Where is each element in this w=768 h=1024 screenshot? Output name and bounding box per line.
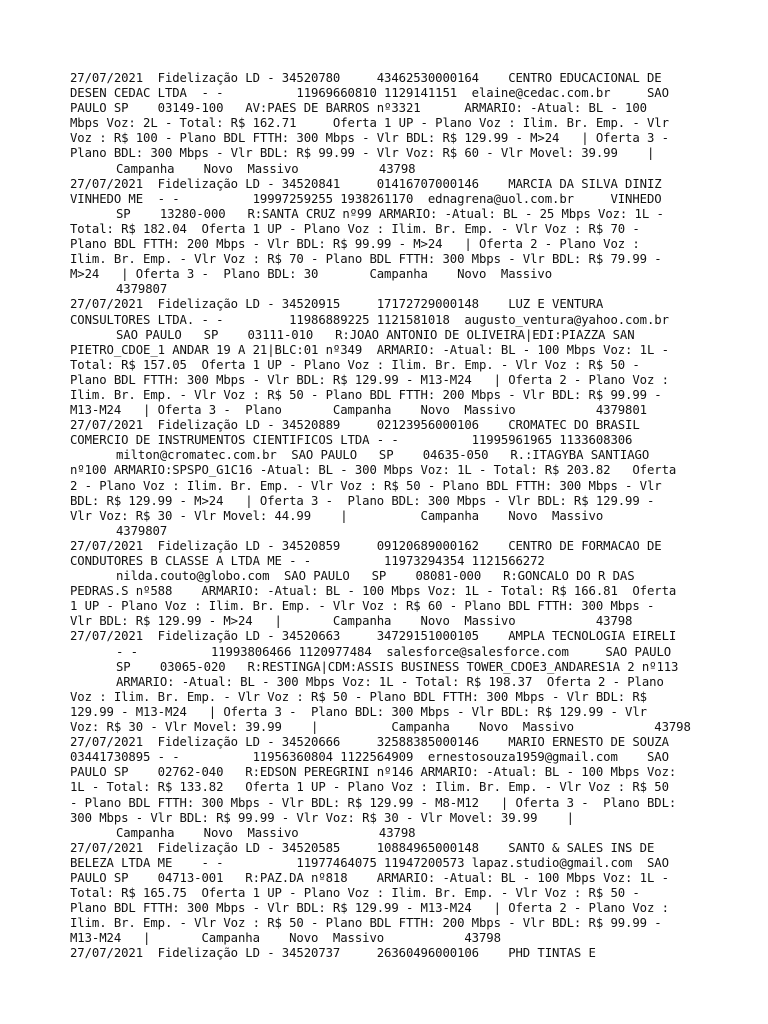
text-line: SP 03065-020 R:RESTINGA|CDM:ASSIS BUSINESS TOWER_CDOE3_ANDARES1A 2 nº113 bbox=[116, 659, 679, 674]
text-line: M>24 | Oferta 3 - Plano BDL: 30 Campanha Novo Massivo bbox=[70, 267, 553, 282]
text-line: CONSULTORES LTDA. - - 11986889225 1121581018 augusto_ventura@yahoo.com.br bbox=[70, 312, 669, 327]
text-line: 27/07/2021 Fidelização LD - 34520841 01416707000146 MARCIA DA SILVA DINIZ bbox=[70, 176, 662, 191]
text-line: nº100 ARMARIO:SPSPO_G1C16 -Atual: BL - 300 Mbps Voz: 1L - Total: R$ 203.82 Oferta bbox=[70, 463, 677, 478]
text-line: PAULO SP 02762-040 R:EDSON PEREGRINI nº146 ARMARIO: -Atual: BL - 100 Mbps Voz: bbox=[70, 765, 677, 780]
text-line: SAO PAULO SP 03111-010 R:JOAO ANTONIO DE OLIVEIRA|EDI:PIAZZA SAN bbox=[116, 327, 635, 342]
text-line: Voz: R$ 30 - Vlr Movel: 39.99 | Campanha Novo Massivo 43798 bbox=[70, 720, 691, 735]
text-line: M13-M24 | Campanha Novo Massivo 43798 bbox=[70, 931, 501, 946]
text-line: - - 11993806466 1120977484 salesforce@salesforce.com SAO PAULO bbox=[116, 644, 672, 659]
text-line: DESEN CEDAC LTDA - - 11969660810 1129141151 elaine@cedac.com.br SAO bbox=[70, 86, 669, 101]
text-line: Total: R$ 157.05 Oferta 1 UP - Plano Voz : Ilim. Br. Emp. - Vlr Voz : R$ 50 - bbox=[70, 357, 640, 372]
text-line: Vlr BDL: R$ 129.99 - M>24 | Campanha Novo Massivo 43798 bbox=[70, 614, 633, 629]
text-line: ARMARIO: -Atual: BL - 300 Mbps Voz: 1L - Total: R$ 198.37 Oferta 2 - Plano bbox=[116, 674, 664, 689]
text-line: PAULO SP 04713-001 R:PAZ.DA nº818 ARMARIO: -Atual: BL - 100 Mbps Voz: 1L - bbox=[70, 870, 669, 885]
text-line: 129.99 - M13-M24 | Oferta 3 - Plano BDL: 300 Mbps - Vlr BDL: R$ 129.99 - Vlr bbox=[70, 704, 647, 719]
text-line: Vlr Voz: R$ 30 - Vlr Movel: 44.99 | Campanha Novo Massivo bbox=[70, 508, 604, 523]
text-line: Mbps Voz: 2L - Total: R$ 162.71 Oferta 1 UP - Plano Voz : Ilim. Br. Emp. - Vlr bbox=[70, 116, 669, 131]
text-line: 27/07/2021 Fidelização LD - 34520663 34729151000105 AMPLA TECNOLOGIA EIRELI bbox=[70, 629, 677, 644]
text-line: nilda.couto@globo.com SAO PAULO SP 08081-000 R:GONCALO DO R DAS bbox=[116, 569, 635, 584]
text-line: Plano BDL FTTH: 300 Mbps - Vlr BDL: R$ 129.99 - M13-M24 | Oferta 2 - Plano Voz : bbox=[70, 901, 669, 916]
document-text bbox=[70, 71, 710, 962]
text-line: Ilim. Br. Emp. - Vlr Voz : R$ 70 - Plano BDL FTTH: 300 Mbps - Vlr BDL: R$ 79.99 - bbox=[70, 252, 662, 267]
text-line: 03441730895 - - 11956360804 1122564909 ernestosouza1959@gmail.com SAO bbox=[70, 750, 669, 765]
text-line: Campanha Novo Massivo 43798 bbox=[116, 825, 416, 840]
text-line: PIETRO_CDOE_1 ANDAR 19 A 21|BLC:01 nº349 ARMARIO: -Atual: BL - 100 Mbps Voz: 1L - bbox=[70, 342, 669, 357]
text-line: 27/07/2021 Fidelização LD - 34520915 17172729000148 LUZ E VENTURA bbox=[70, 297, 604, 312]
text-line: - Plano BDL FTTH: 300 Mbps - Vlr BDL: R$ 129.99 - M8-M12 | Oferta 3 - Plano BDL: bbox=[70, 795, 677, 810]
text-line: Voz : Ilim. Br. Emp. - Vlr Voz : R$ 50 - Plano BDL FTTH: 300 Mbps - Vlr BDL: R$ bbox=[70, 689, 647, 704]
text-line: BDL: R$ 129.99 - M>24 | Oferta 3 - Plano BDL: 300 Mbps - Vlr BDL: R$ 129.99 - bbox=[70, 493, 655, 508]
text-line: 27/07/2021 Fidelização LD - 34520585 10884965000148 SANTO & SALES INS DE bbox=[70, 840, 655, 855]
text-line: 27/07/2021 Fidelização LD - 34520859 09120689000162 CENTRO DE FORMACAO DE bbox=[70, 538, 662, 553]
text-line: Ilim. Br. Emp. - Vlr Voz : R$ 50 - Plano BDL FTTH: 200 Mbps - Vlr BDL: R$ 99.99 - bbox=[70, 916, 662, 931]
text-line: VINHEDO ME - - 19997259255 1938261170 ednagrena@uol.com.br VINHEDO bbox=[70, 191, 662, 206]
text-line: SP 13280-000 R:SANTA CRUZ nº99 ARMARIO: -Atual: BL - 25 Mbps Voz: 1L - bbox=[116, 206, 664, 221]
text-line: 27/07/2021 Fidelização LD - 34520889 02123956000106 CROMATEC DO BRASIL bbox=[70, 418, 640, 433]
text-line: BELEZA LTDA ME - - 11977464075 11947200573 lapaz.studio@gmail.com SAO bbox=[70, 855, 669, 870]
text-line: Ilim. Br. Emp. - Vlr Voz : R$ 50 - Plano BDL FTTH: 200 Mbps - Vlr BDL: R$ 99.99 - bbox=[70, 387, 662, 402]
text-line: Total: R$ 182.04 Oferta 1 UP - Plano Voz : Ilim. Br. Emp. - Vlr Voz : R$ 70 - bbox=[70, 221, 640, 236]
text-line: CONDUTORES B CLASSE A LTDA ME - - 11973294354 1121566272 bbox=[70, 554, 545, 568]
text-line: 1L - Total: R$ 133.82 Oferta 1 UP - Plano Voz : Ilim. Br. Emp. - Vlr Voz : R$ 50 bbox=[70, 780, 669, 795]
text-line: 2 - Plano Voz : Ilim. Br. Emp. - Vlr Voz : R$ 50 - Plano BDL FTTH: 300 Mbps - Vlr bbox=[70, 478, 662, 493]
text-line: 4379807 bbox=[116, 282, 168, 297]
text-line: PEDRAS.S nº588 ARMARIO: -Atual: BL - 100 Mbps Voz: 1L - Total: R$ 166.81 Oferta bbox=[70, 584, 677, 599]
text-line: 1 UP - Plano Voz : Ilim. Br. Emp. - Vlr Voz : R$ 60 - Plano BDL FTTH: 300 Mbps - bbox=[70, 599, 655, 614]
text-line: COMERCIO DE INSTRUMENTOS CIENTIFICOS LTDA - - 11995961965 1133608306 bbox=[70, 433, 633, 448]
text-line: Plano BDL: 300 Mbps - Vlr BDL: R$ 99.99 - Vlr Voz: R$ 60 - Vlr Movel: 39.99 | bbox=[70, 146, 655, 161]
text-line: milton@cromatec.com.br SAO PAULO SP 04635-050 R.:ITAGYBA SANTIAGO bbox=[116, 448, 650, 463]
text-line: Total: R$ 165.75 Oferta 1 UP - Plano Voz : Ilim. Br. Emp. - Vlr Voz : R$ 50 - bbox=[70, 886, 640, 901]
text-line: 27/07/2021 Fidelização LD - 34520737 26360496000106 PHD TINTAS E bbox=[70, 946, 596, 961]
text-line: 300 Mbps - Vlr BDL: R$ 99.99 - Vlr Voz: R$ 30 - Vlr Movel: 39.99 | bbox=[70, 810, 574, 825]
text-line: M13-M24 | Oferta 3 - Plano Campanha Novo Massivo 4379801 bbox=[70, 403, 647, 418]
text-line: 27/07/2021 Fidelização LD - 34520666 32588385000146 MARIO ERNESTO DE SOUZA bbox=[70, 735, 669, 750]
text-line: PAULO SP 03149-100 AV:PAES DE BARROS nº3321 ARMARIO: -Atual: BL - 100 bbox=[70, 101, 647, 116]
text-line: Plano BDL FTTH: 300 Mbps - Vlr BDL: R$ 129.99 - M13-M24 | Oferta 2 - Plano Voz : bbox=[70, 372, 669, 387]
text-line: Voz : R$ 100 - Plano BDL FTTH: 300 Mbps - Vlr BDL: R$ 129.99 - M>24 | Oferta 3 - bbox=[70, 131, 669, 146]
text-line: 27/07/2021 Fidelização LD - 34520780 43462530000164 CENTRO EDUCACIONAL DE bbox=[70, 71, 662, 85]
text-line: Campanha Novo Massivo 43798 bbox=[116, 161, 416, 176]
text-line: 4379807 bbox=[116, 523, 168, 538]
text-line: Plano BDL FTTH: 200 Mbps - Vlr BDL: R$ 99.99 - M>24 | Oferta 2 - Plano Voz : bbox=[70, 237, 640, 252]
